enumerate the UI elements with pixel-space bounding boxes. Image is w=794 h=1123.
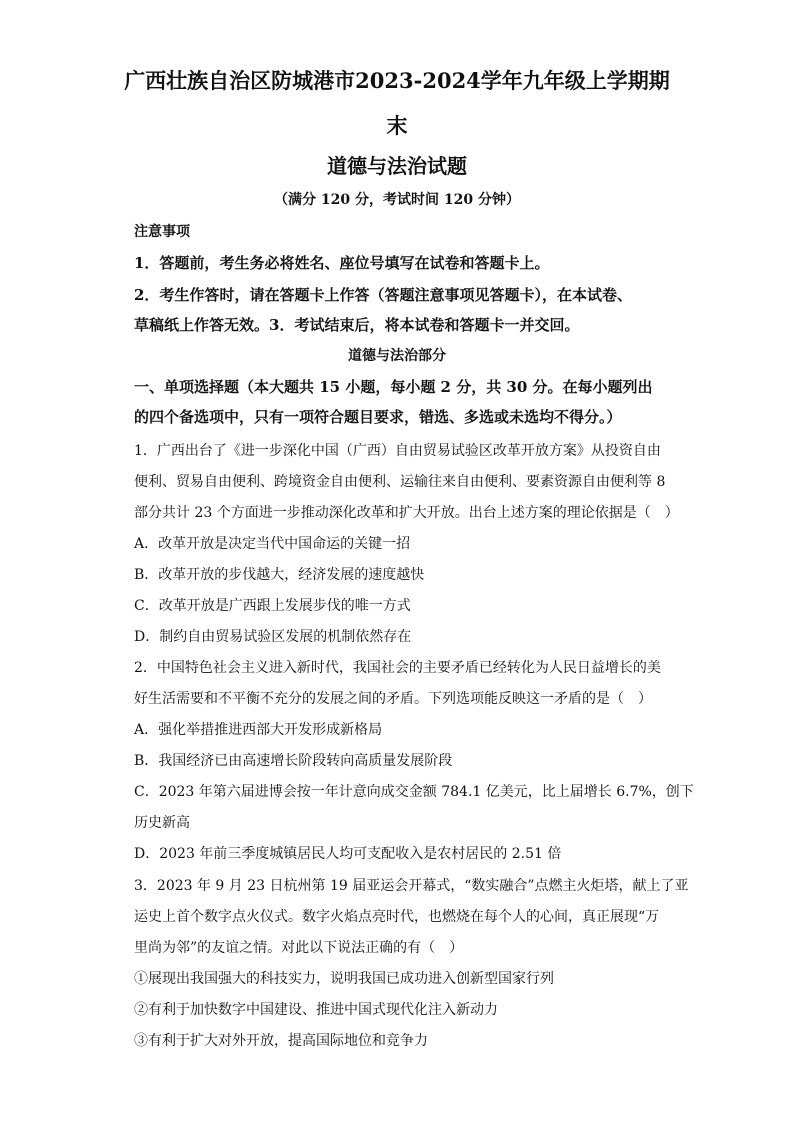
q3-item-2: ②有利于加快数字中国建设、推进中国式现代化注入新动力 [134, 1002, 498, 1018]
q1-option-c: C．改革开放是广西跟上发展步伐的唯一方式 [134, 598, 411, 614]
exam-info: （满分 120 分，考试时间 120 分钟） [274, 192, 520, 208]
q2-option-b: B．我国经济已由高速增长阶段转向高质量发展阶段 [134, 753, 453, 769]
q3-stem-line-2: 运史上首个数字点火仪式。数字火焰点亮时代，也燃烧在每个人的心间，真正展现“万 [134, 909, 660, 925]
section-title: 道德与法治部分 [348, 348, 446, 364]
q2-option-d: D．2023 年前三季度城镇居民人均可支配收入是农村居民的 2.51 倍 [134, 846, 562, 862]
q1-option-d: D．制约自由贸易试验区发展的机制依然存在 [134, 629, 412, 645]
notes-heading: 注意事项 [134, 224, 190, 240]
note-line-1: 1．答题前，考生务必将姓名、座位号填写在试卷和答题卡上。 [134, 254, 550, 272]
q1-option-a: A．改革开放是决定当代中国命运的关键一招 [134, 536, 411, 552]
part1-instruction-line-1: 一、单项选择题（本大题共 15 小题，每小题 2 分，共 30 分。在每小题列出 [134, 378, 653, 396]
q1-stem-line-1: 1．广西出台了《进一步深化中国（广西）自由贸易试验区改革开放方案》从投资自由 [134, 443, 661, 459]
subject-title: 道德与法治试题 [327, 154, 467, 178]
part1-instruction-line-2: 的四个备选项中，只有一项符合题目要求，错选、多选或未选均不得分。） [134, 408, 622, 426]
note-line-3: 草稿纸上作答无效。3．考试结束后，将本试卷和答题卡一并交回。 [134, 316, 580, 334]
note-line-2: 2．考生作答时，请在答题卡上作答（答题注意事项见答题卡），在本试卷、 [134, 286, 632, 304]
q2-stem-line-1: 2．中国特色社会主义进入新时代，我国社会的主要矛盾已经转化为人民日益增长的美 [134, 660, 661, 676]
q2-option-a: A．强化举措推进西部大开发形成新格局 [134, 722, 383, 738]
q3-stem-line-1: 3．2023 年 9 月 23 日杭州第 19 届亚运会开幕式，“数实融合”点燃主火炬塔，献上了亚 [134, 878, 689, 894]
q1-option-b: B．改革开放的步伐越大，经济发展的速度越快 [134, 567, 425, 583]
q3-item-3: ③有利于扩大对外开放，提高国际地位和竞争力 [134, 1033, 428, 1049]
q2-option-c-line-2: 历史新高 [134, 815, 190, 831]
q1-stem-line-2: 便利、贸易自由便利、跨境资金自由便利、运输往来自由便利、要素资源自由便利等 8 [134, 474, 666, 490]
q3-item-1: ①展现出我国强大的科技实力，说明我国已成功进入创新型国家行列 [134, 971, 554, 987]
q3-stem-line-3: 里尚为邻”的友谊之情。对此以下说法正确的有（ ） [134, 940, 464, 956]
q2-stem-line-2: 好生活需要和不平衡不充分的发展之间的矛盾。下列选项能反映这一矛盾的是（ ） [134, 691, 652, 707]
q2-option-c-line-1: C．2023 年第六届进博会按一年计意向成交金额 784.1 亿美元，比上届增长 6.7%，创下 [134, 784, 694, 800]
exam-title-line1: 广西壮族自治区防城港市2023-2024学年九年级上学期期 [124, 68, 670, 93]
q1-stem-line-3: 部分共计 23 个方面进一步推动深化改革和扩大开放。出台上述方案的理论依据是（ ） [134, 505, 679, 521]
exam-title-line2: 末 [386, 113, 408, 138]
